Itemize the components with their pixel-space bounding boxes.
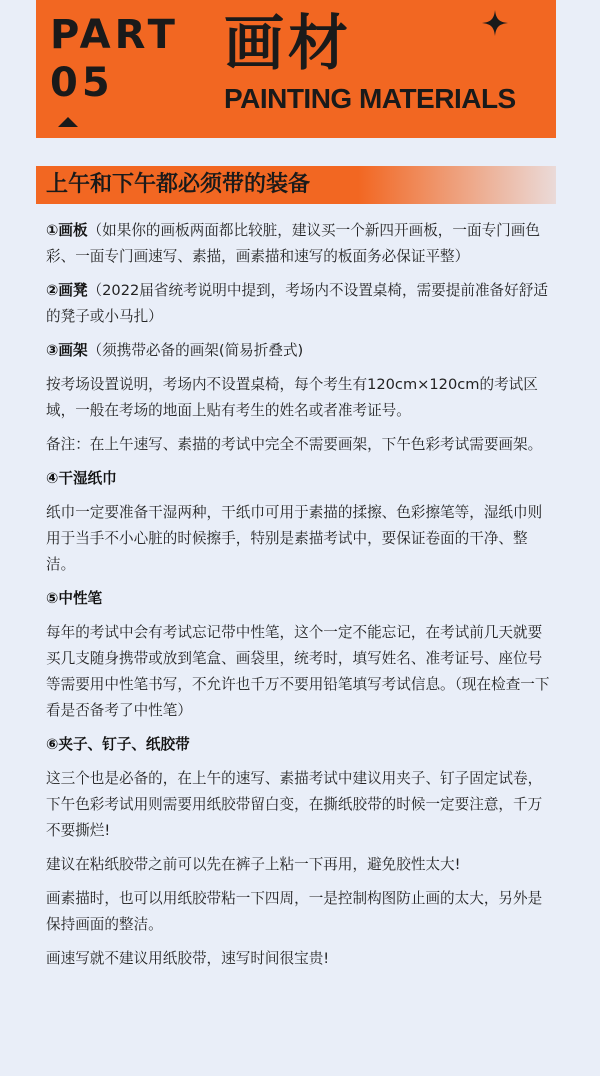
part-number: 05 [50, 60, 114, 106]
article-body [46, 218, 556, 980]
chapter-subtitle: PAINTING MATERIALS [224, 83, 516, 114]
paragraph: 备注：在上午速写、素描的考试中完全不需要画架，下午色彩考试需要画架。 [46, 436, 543, 453]
part-label: PART [50, 12, 179, 58]
paragraph: 画素描时，也可以用纸胶带粘一下四周，一是控制构图防止画的太大，另外是保持画面的整洁。 [46, 890, 543, 933]
triangle-icon [58, 117, 78, 127]
item-heading: ⑥夹子、钉子、纸胶带 [46, 736, 190, 753]
item-text: （如果你的画板两面都比较脏，建议买一个新四开画板，一面专门画色彩、一面专门画速写、素描，画素描和速写的板面务必保证平整） [46, 222, 540, 265]
chapter-title: 画材 [224, 9, 352, 79]
item-board [46, 218, 556, 270]
item-text: （2022届省统考说明中提到，考场内不设置桌椅，需要提前准备好舒适的凳子或小马扎） [46, 282, 548, 325]
header-banner [36, 0, 556, 138]
paragraph: 画速写就不建议用纸胶带，速写时间很宝贵! [46, 950, 330, 967]
item-heading: ③画架 [46, 342, 88, 359]
paragraph: 纸巾一定要准备干湿两种，干纸巾可用于素描的揉擦、色彩擦笔等，湿纸巾则用于当手不小心脏的时候擦手，特别是素描考试中，要保证卷面的干净、整洁。 [46, 504, 543, 573]
section-title: 上午和下午都必须带的装备 [46, 172, 311, 197]
item-stool [46, 278, 556, 330]
item-easel [46, 338, 556, 364]
item-heading: ②画凳 [46, 282, 88, 299]
paragraph: 按考场设置说明，考场内不设置桌椅，每个考生有120cm×120cm的考试区域，一般在考场的地面上贴有考生的姓名或者准考证号。 [46, 376, 538, 419]
item-heading: ⑤中性笔 [46, 590, 103, 607]
item-heading: ④干湿纸巾 [46, 470, 117, 487]
item-text: （须携带必备的画架(简易折叠式) [87, 342, 304, 359]
paragraph: 这三个也是必备的，在上午的速写、素描考试中建议用夹子、钉子固定试卷，下午色彩考试用则需要用纸胶带留白变，在撕纸胶带的时候一定要注意，千万不要撕烂! [46, 770, 543, 839]
section-header [36, 166, 556, 204]
sparkle-star-icon [482, 10, 508, 36]
paragraph: 建议在粘纸胶带之前可以先在裤子上粘一下再用，避免胶性太大! [46, 856, 461, 873]
item-heading: ①画板 [46, 222, 88, 239]
paragraph: 每年的考试中会有考试忘记带中性笔，这个一定不能忘记，在考试前几天就要买几支随身携带或放到笔盒、画袋里，统考时，填写姓名、准考证号、座位号等需要用中性笔书写，不允许也千万不要用铅笔填写考试信息。（现在检查一下看是否备考了中性笔） [46, 624, 550, 719]
